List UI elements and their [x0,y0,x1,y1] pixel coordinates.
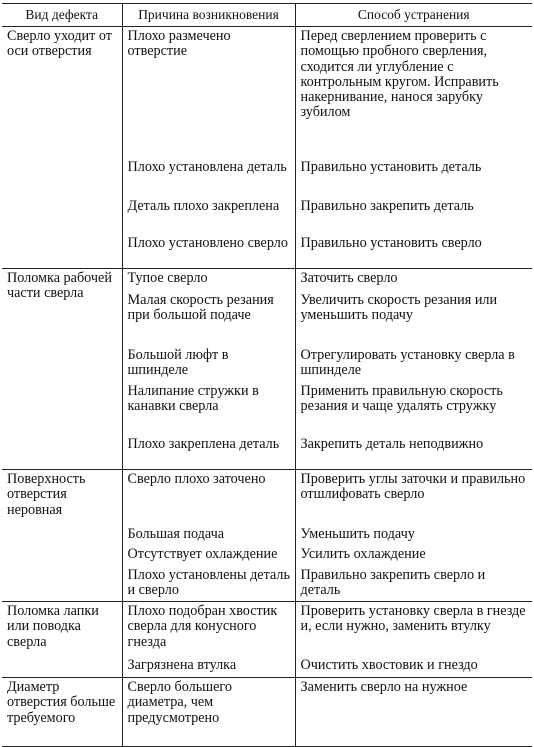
cause-cell: Сверло плохо заточено [122,470,295,525]
fix-cell: Проверить установку сверла в гнезде и, если нужно, заменить втулку [295,602,532,656]
fix-cell: Правильно установить деталь [295,158,532,197]
table-header [2,4,532,27]
cause-cell: Большой люфт в шпинделе [122,346,295,382]
table-body [2,27,532,747]
table-row [2,27,532,158]
cause-cell: Плохо установлены деталь и сверло [122,566,295,602]
cause-cell: Плохо подобран хвостик сверла для конусного гнезда [122,602,295,656]
fix-cell: Уменьшить подачу [295,525,532,545]
cause-cell: Сверло большего диаметра, чем предусмотрено [122,678,295,747]
cause-cell: Плохо установлено сверло [122,234,295,269]
table-row [2,602,532,656]
header-defect: Вид дефекта [2,4,122,27]
cause-cell: Плохо размечено отверстие [122,27,295,158]
cause-cell: Отсутствует охлаждение [122,545,295,566]
cause-cell: Большая подача [122,525,295,545]
fix-cell: Заточить сверло [295,269,532,291]
table-row [2,470,532,525]
fix-cell: Правильно закрепить деталь [295,197,532,234]
cause-cell: Налипание стружки в канавки сверла [122,382,295,435]
fix-cell: Правильно закрепить сверло и деталь [295,566,532,602]
fix-cell: Правильно установить сверло [295,234,532,269]
cause-cell: Плохо установлена деталь [122,158,295,197]
cause-cell: Загрязнена втулка [122,656,295,678]
fix-cell: Закрепить деталь неподвижно [295,435,532,470]
defect-cell: Сверло уходит от оси отверстия [7,28,112,60]
fix-cell: Проверить углы заточки и правильно отшлифовать сверло [295,470,532,525]
fix-cell: Очистить хвостовик и гнездо [295,656,532,678]
cause-cell: Плохо закреплена деталь [122,435,295,470]
header-cause: Причина возникновения [122,4,295,27]
fix-cell: Усилить охлаждение [295,545,532,566]
table-row [2,269,532,291]
defect-cell: Поломка рабочей части сверла [2,269,122,470]
fix-cell: Применить правильную скорость резания и чаще удалять стружку [295,382,532,435]
defect-cell: Поломка лапки или поводка сверла [2,602,122,678]
cause-cell: Деталь плохо закреплена [122,197,295,234]
defect-cell: Поверхность отверстия неровная [2,470,122,602]
table-row [2,678,532,747]
defects-table [2,3,532,747]
cause-cell: Тупое сверло [122,269,295,291]
fix-cell: Заменить сверло на нужное [295,678,532,747]
fix-cell: Отрегулировать установку сверла в шпинделе [295,346,532,382]
fix-cell: Перед сверлением проверить с помощью пробного сверления, сходится ли углубление с контрольным кругом. Исправить накернивание, нанося зарубку зубилом [295,27,532,158]
fix-cell: Увеличить скорость резания или уменьшить подачу [295,291,532,346]
cause-cell: Малая скорость резания при большой подаче [122,291,295,346]
defect-cell: Диаметр отверстия больше требуемого [2,678,122,747]
header-fix: Способ устранения [295,4,532,27]
